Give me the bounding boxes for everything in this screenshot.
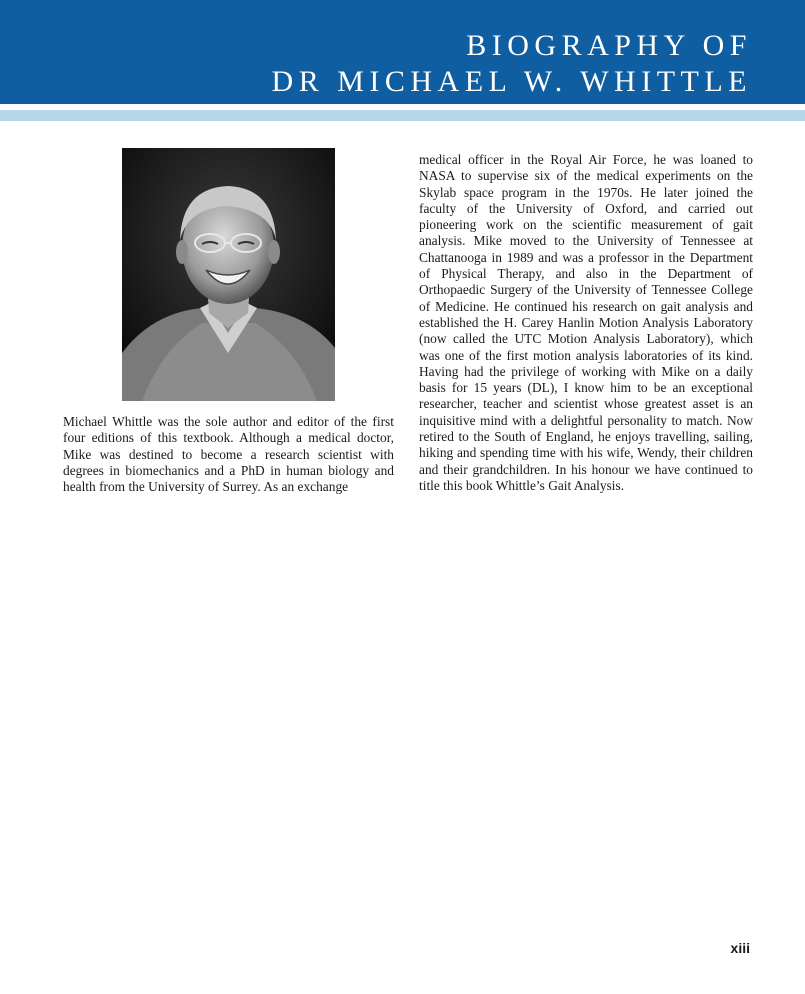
page-title [272, 28, 752, 100]
page-title-line-2: DR MICHAEL W. WHITTLE [271, 65, 752, 98]
portrait-photo-icon [122, 148, 335, 401]
header-stripe [0, 110, 805, 121]
page-number: xiii [730, 940, 750, 956]
page-title-line-1: BIOGRAPHY OF [466, 29, 752, 62]
biography-text-right-column: medical officer in the Royal Air Force, he was loaned to NASA to supervise six of the medical experiments on the Skylab space program in the 1970s. He later joined the faculty of the University of Oxford, and carried out pioneering work on the scientific measurement of gait analysis. Mike moved to the University of Tennessee at Chattanooga in 1989 and was a professor in the Department of Physical Therapy, and also in the Department of Orthopaedic Surgery of the University of Tennessee College of Medicine. He continued his research on gait analysis and established the H. Carey Hanlin Motion Analysis Laboratory (now called the UTC Motion Analysis Laboratory), which was one of the first motion analysis laboratories of its kind. Having had the privilege of working with Mike on a daily basis for 15 years (DL), I know him to be an exceptional researcher, teacher and scientist whose greatest asset is an inquisitive mind with a delightful personality to match. Now retired to the South of England, he enjoys travelling, sailing, hiking and spending time with his wife, Wendy, their children and their grandchildren. In his honour we have continued to title this book Whittle’s Gait Analysis. [419, 152, 753, 493]
biography-text-left-column: Michael Whittle was the sole author and editor of the first four editions of this textbook. Although a medical doctor, Mike was destined to become a research scientist with degrees in biomechanics and a PhD in human biology and health from the University of Surrey. As an exchange [63, 414, 394, 495]
